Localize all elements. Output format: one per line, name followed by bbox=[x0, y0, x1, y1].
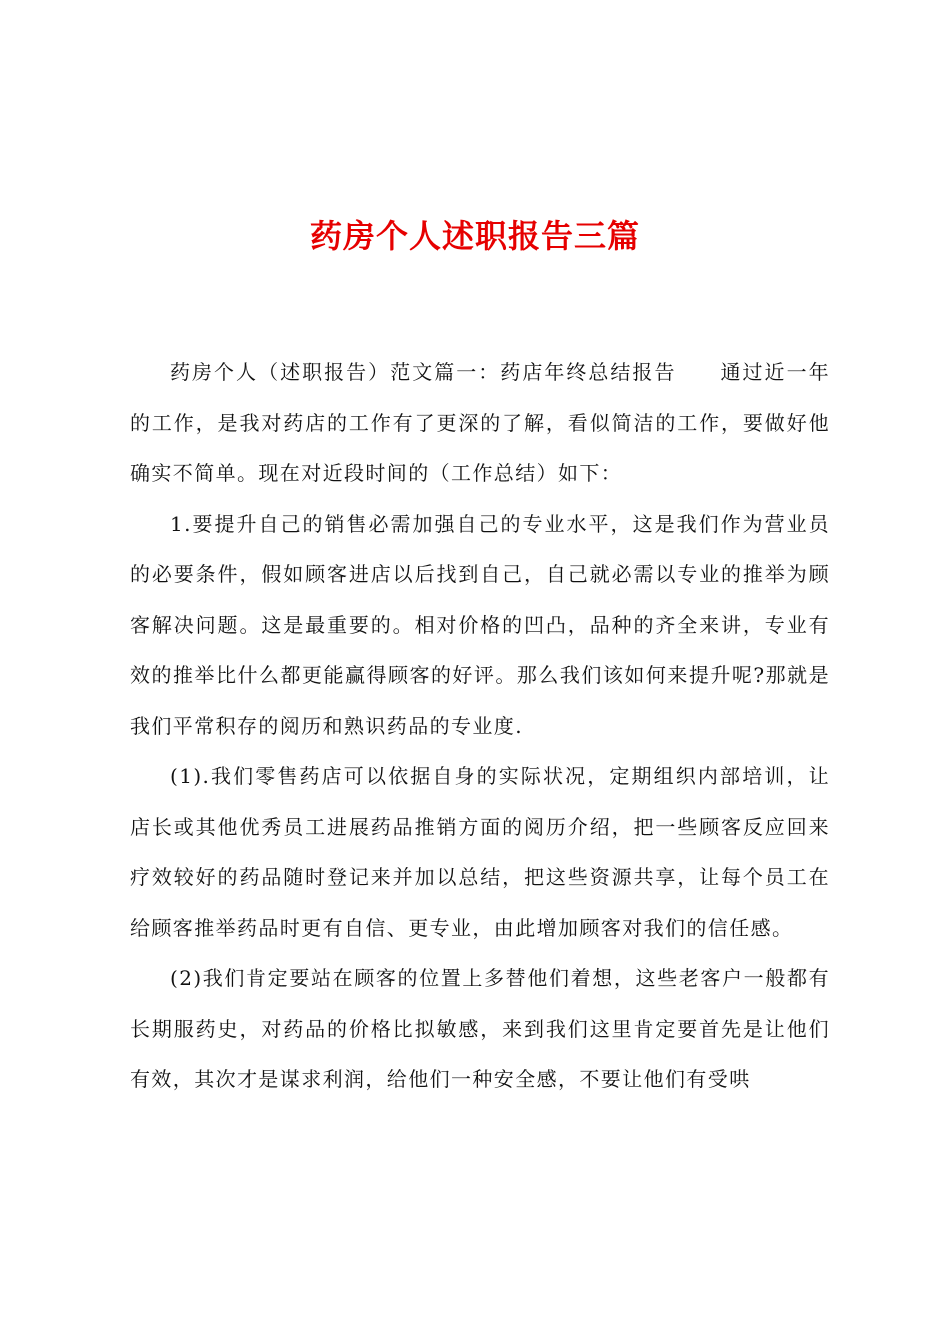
paragraph-3: (1).我们零售药店可以依据自身的实际状况，定期组织内部培训，让店长或其他优秀员工进展药品推销方面的阅历介绍，把一些顾客反应回来疗效较好的药品随时登记来并加以总结，把这些资源共享，让每个员工在给顾客推举药品时更有自信、更专业，由此增加顾客对我们的信任感。 bbox=[130, 764, 830, 940]
document-title: 药房个人述职报告三篇 bbox=[309, 217, 640, 255]
paragraph-4: (2)我们肯定要站在顾客的位置上多替他们着想，这些老客户一般都有长期服药史，对药品的价格比拟敏感，来到我们这里肯定要首先是让他们有效，其次才是谋求利润，给他们一种安全感，不要让他们有受哄 bbox=[130, 966, 830, 1091]
paragraph-1: 药房个人（述职报告）范文篇一：药店年终总结报告 通过近一年的工作，是我对药店的工作有了更深的了解，看似简洁的工作，要做好他确实不简单。现在对近段时间的（工作总结）如下： bbox=[130, 360, 830, 485]
paragraph-2: 1.要提升自己的销售必需加强自己的专业水平，这是我们作为营业员的必要条件，假如顾客进店以后找到自己，自己就必需以专业的推举为顾客解决问题。这是最重要的。相对价格的凹凸，品种的齐全来讲，专业有效的推举比什么都更能赢得顾客的好评。那么我们该如何来提升呢?那就是我们平常积存的阅历和熟识药品的专业度. bbox=[130, 511, 830, 738]
document-body bbox=[130, 347, 830, 1105]
